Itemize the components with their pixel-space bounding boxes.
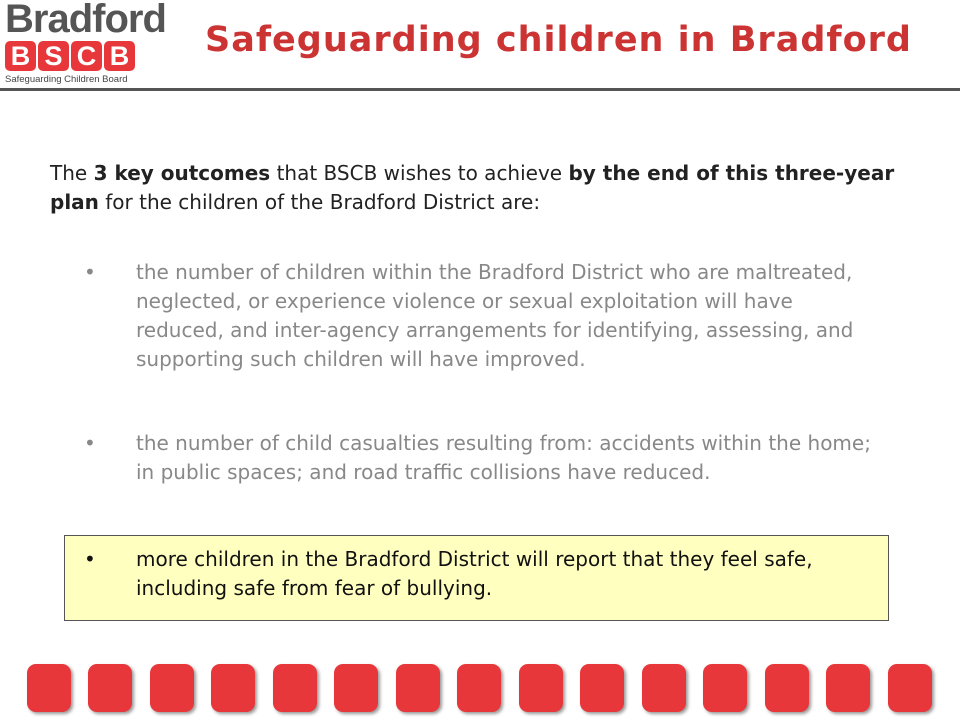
footer-block [888, 664, 932, 712]
footer-block [519, 664, 563, 712]
footer-block [334, 664, 378, 712]
logo-letter: C [71, 41, 102, 71]
footer-block [211, 664, 255, 712]
bullet-marker: • [84, 547, 96, 571]
list-item [84, 258, 884, 374]
footer-block [273, 664, 317, 712]
footer-block [88, 664, 132, 712]
logo-letter: B [104, 41, 135, 71]
bullet-text: more children in the Bradford District will report that they feel safe, including safe from fear of bullying. [136, 547, 813, 600]
intro-text: for the children of the Bradford District are: [98, 190, 541, 214]
header [0, 0, 960, 92]
intro-text: that BSCB wishes to achieve [270, 161, 569, 185]
logo-letter: B [5, 41, 36, 71]
footer-block [703, 664, 747, 712]
bscb-logo [3, 0, 166, 87]
page-title: Safeguarding children in Bradford [205, 20, 912, 60]
list-item-highlighted [84, 545, 884, 603]
footer-block [150, 664, 194, 712]
bullet-marker: • [84, 260, 96, 284]
footer-block [642, 664, 686, 712]
footer-block [457, 664, 501, 712]
footer-block [580, 664, 624, 712]
footer-block [826, 664, 870, 712]
footer-block [396, 664, 440, 712]
bullet-text: the number of children within the Bradford District who are maltreated, neglected, or experience violence or sexual exploitation will have reduced, and inter-agency arrangements for identifying, assessing, and supporting such children will have improved. [136, 260, 854, 371]
bullet-marker: • [84, 431, 96, 455]
intro-text: The [50, 161, 94, 185]
intro-emphasis: 3 key outcomes [93, 161, 271, 185]
list-item [84, 429, 884, 487]
footer-decoration [0, 664, 960, 720]
header-divider [0, 88, 960, 91]
logo-letter: S [38, 41, 69, 71]
intro-emphasis: by the end of this three-year plan [50, 161, 895, 214]
footer-block [765, 664, 809, 712]
intro-paragraph [50, 159, 930, 217]
logo-wordmark: Bradford [5, 0, 166, 41]
footer-block [27, 664, 71, 712]
logo-letter-blocks [5, 41, 135, 71]
logo-tagline: Safeguarding Children Board [5, 74, 128, 85]
bullet-text: the number of child casualties resulting from: accidents within the home; in public spaces; and road traffic collisions have reduced. [136, 431, 871, 484]
